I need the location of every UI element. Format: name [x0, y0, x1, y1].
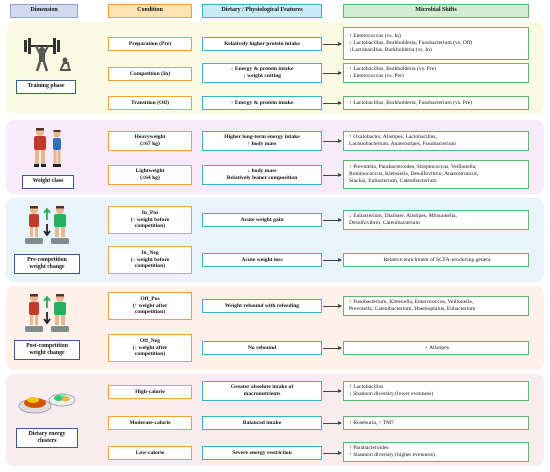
scale-weight-change-icon	[22, 292, 74, 338]
training-phase-label: Training phase	[16, 80, 76, 94]
condition-in-neg: In_Neg (↓ weight before competition)	[108, 246, 192, 274]
condition-transition: Transition (Off)	[108, 96, 192, 110]
condition-high-calorie: High-calorie	[108, 385, 192, 399]
feature-in-neg: Acute weight loss	[202, 253, 322, 267]
condition-heavyweight: Heavyweight (≥67 kg)	[108, 131, 192, 151]
micro-low-calorie: ↑ Parabacteroides ↑ Shannon diversity (higher evenness)	[343, 442, 529, 462]
food-plate-icon	[18, 384, 80, 418]
condition-off-pos: Off_Pos (↑ weight after competition)	[108, 292, 192, 320]
scale-weight-change-icon	[22, 204, 74, 250]
feature-lightweight: ↓ body mass Relatively leaner composition	[202, 165, 322, 185]
condition-moderate-calorie: Moderate-calorie	[108, 416, 192, 430]
arrow-in-neg	[323, 260, 341, 261]
feature-transition: ↑ Energy & protein intake	[202, 96, 322, 110]
feature-competition: ↓ Energy & protein intake ↓ weight cutting	[202, 63, 322, 83]
feature-low-calorie: Severe energy restriction	[202, 446, 322, 460]
condition-preparation: Preparation (Pre)	[108, 37, 192, 51]
feature-moderate-calorie: Balanced intake	[202, 416, 322, 430]
micro-heavyweight: ↑ Oxalobacter, Alistipes, Lactobacillus, Lachnobacterium, Anaerostipes, Fusobacterium	[343, 131, 529, 151]
arrow-heavyweight	[323, 141, 341, 142]
micro-in-neg: Relative enrichment of SCFA-producing genera	[343, 253, 529, 267]
arrow-lightweight	[323, 175, 341, 176]
header-microbial: Microbial Shifts	[343, 4, 529, 18]
micro-off-neg: ↑ Alistipes	[343, 341, 529, 355]
feature-off-neg: No rebound	[202, 341, 322, 355]
header-condition: Condition	[108, 4, 192, 18]
feature-heavyweight: Higher long-term energy intake ↑ body mass	[202, 131, 322, 151]
weight-class-label: Weight class	[22, 175, 74, 189]
arrow-off-pos	[323, 306, 341, 307]
arrow-transition	[323, 103, 341, 104]
micro-competition: ↑ Lactobacillus, Burkholderia (vs. Pre) ↓ Enterococcus (vs. Pre)	[343, 63, 529, 83]
feature-high-calorie: Greater absolute intake of macronutrients	[202, 381, 322, 401]
condition-lightweight: Lightweight (≤64 kg)	[108, 165, 192, 185]
feature-in-pos: Acute weight gain	[202, 213, 322, 227]
micro-high-calorie: ↑ Lactobacillus ↓ Shannon diversity (lower evenness)	[343, 381, 529, 401]
arrow-high-calorie	[323, 391, 341, 392]
arrow-moderate-calorie	[323, 423, 341, 424]
arrow-low-calorie	[323, 453, 341, 454]
athletes-icon	[28, 126, 68, 172]
header-dimension: Dimension	[10, 4, 78, 18]
arrow-in-pos	[323, 220, 341, 221]
condition-low-calorie: Low-calorie	[108, 446, 192, 460]
header-features: Dietary / Physiological Features	[202, 4, 322, 18]
arrow-off-neg	[323, 348, 341, 349]
dietary-energy-label: Dietary energy clusters	[16, 428, 78, 448]
micro-transition: ↑ Lactobacillus, Burkholderia, Fusobacterium (vs. Pre)	[343, 96, 529, 110]
arrow-preparation	[323, 44, 341, 45]
arrow-competition	[323, 73, 341, 74]
condition-competition: Competition (In)	[108, 67, 192, 81]
micro-lightweight: ↑ Prevotella, Parabacteroides, Streptococcus, Veillonella, Ruminococcus, Klebsiella, Desulfovibrio, Anaerotruncus, Slackia, Eubacterium, Catenibacterium	[343, 160, 529, 189]
micro-in-pos: ↓ Eubacterium, Dialister, Alistipes, Mitsuokella, Desulfovibrio, Catenibacterium	[343, 210, 529, 230]
feature-preparation: Relatively higher protein intake	[202, 37, 322, 51]
post-competition-label: Post-competition weight change	[14, 340, 80, 360]
condition-in-pos: In_Pos (↑ weight before competition)	[108, 206, 192, 234]
condition-off-neg: Off_Neg (↓ weight after competition)	[108, 334, 192, 362]
micro-off-pos: ↑ Fusobacterium, Klebsiella, Enterococcus, Veillonella, Prevotella, Catenibacterium, Haemophilus, Eubacterium	[343, 296, 529, 316]
micro-preparation: ↑ Enterococcus (vs. In) ↓ Lactobacillus, Burkholderia, Fusobacterium (vs. Off) ↓Lactobacillus, Burkholderia (vs. In)	[343, 27, 529, 60]
feature-off-pos: Weight rebound with refeeding	[202, 299, 322, 313]
weightlifter-icon	[22, 36, 72, 74]
micro-moderate-calorie: ↑ Roseburia, ↑ TM7	[343, 416, 529, 430]
pre-competition-label: Pre-competition weight change	[14, 254, 80, 274]
